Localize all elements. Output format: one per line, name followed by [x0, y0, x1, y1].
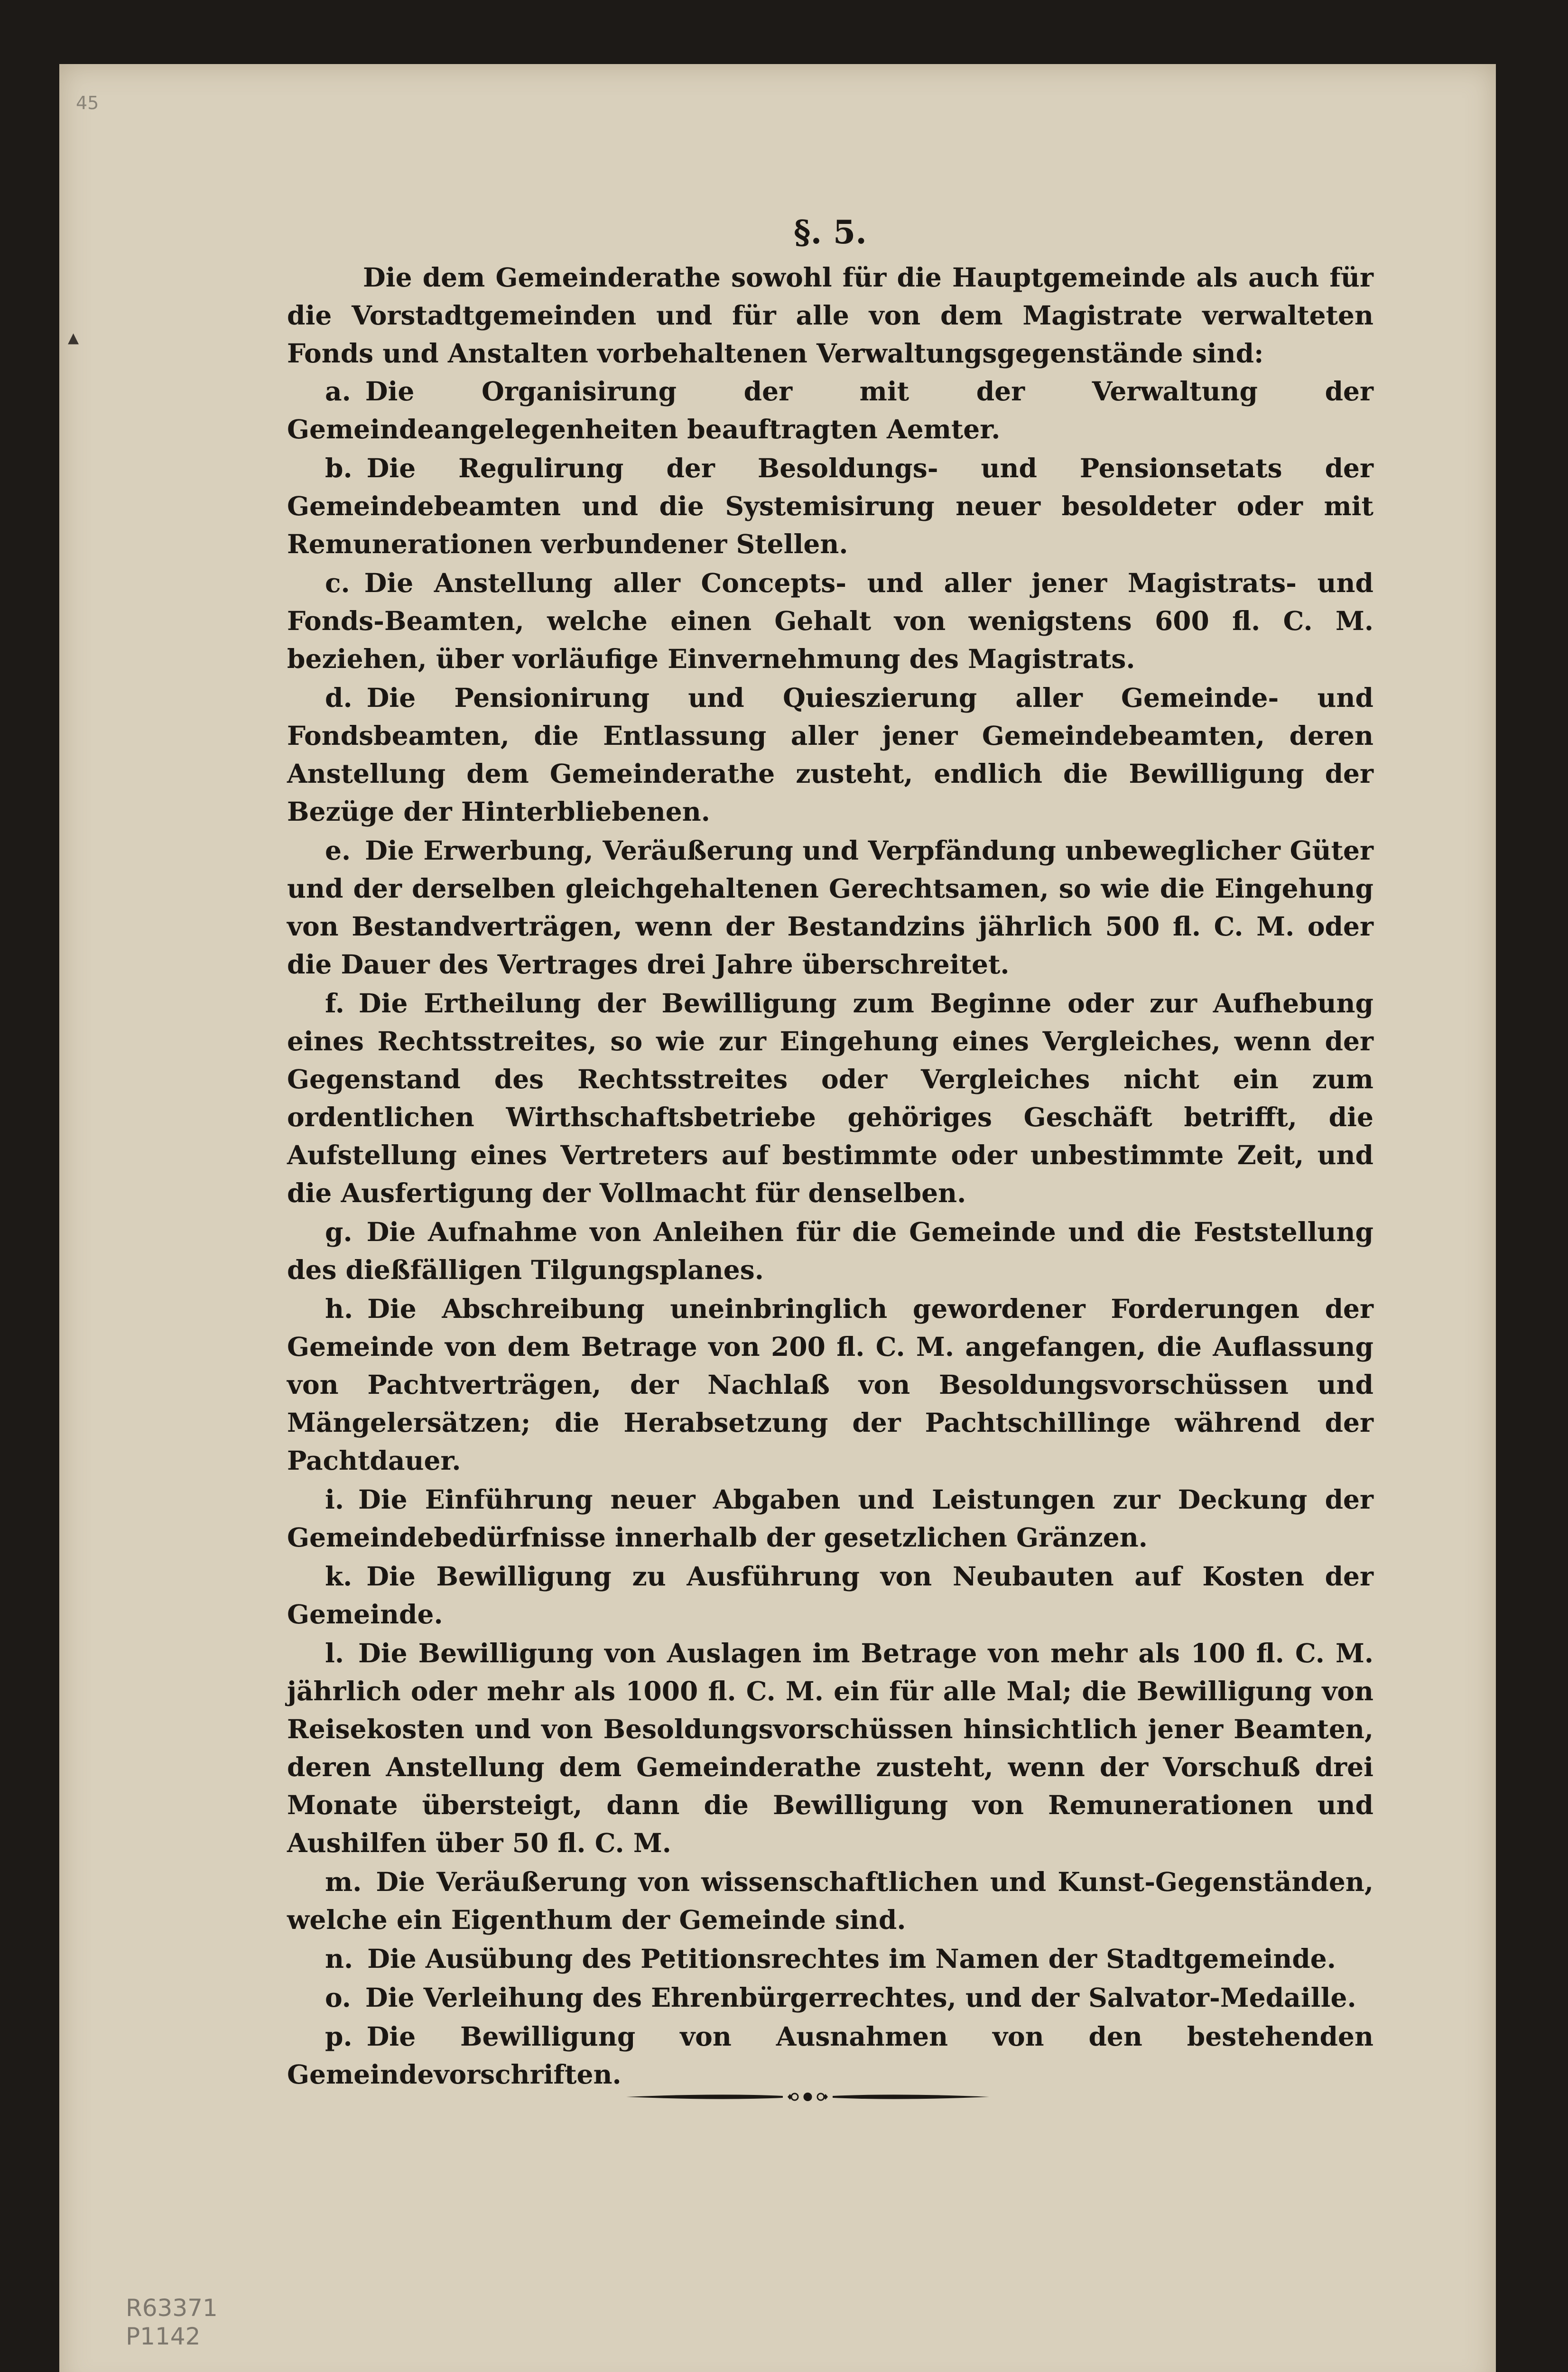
item-text: Die Organisirung der mit der Verwaltung der Gemeindeangelegenheiten beauftragten Aemter. [287, 376, 1373, 445]
item-text: Die Regulirung der Besoldungs- und Pensionsetats der Gemeindebeamten und die Systemisirung neuer besoldeter oder mit Remunerationen verbundener Stellen. [287, 453, 1373, 559]
item-letter: i. [325, 1484, 344, 1515]
archive-code: P1142 [126, 2323, 201, 2350]
item-letter: o. [325, 1982, 351, 2013]
list-item [287, 984, 1373, 1212]
item-letter: c. [325, 567, 350, 598]
item-letter: d. [325, 682, 353, 713]
list-item [287, 1557, 1373, 1633]
item-text: Die Pensionirung und Quieszierung aller Gemeinde- und Fondsbeamten, die Entlassung aller jener Gemeindebeamten, deren Anstellung dem Gemeinderathe zusteht, endlich die Bewilligung der Bezüge der Hinterbliebenen. [287, 682, 1373, 827]
section-intro: Die dem Gemeinderathe sowohl für die Hauptgemeinde als auch für die Vorstadtgemeinden und für alle von dem Magistrate verwalteten Fonds und Anstalten vorbehaltenen Verwaltungsgegenstände sind: [287, 262, 1373, 369]
item-letter: n. [325, 1943, 353, 1974]
item-letter: a. [325, 376, 351, 407]
document-body [287, 206, 1373, 2094]
list-item [287, 679, 1373, 831]
section-heading: §. 5. [794, 213, 867, 251]
pencil-archive-note [126, 2294, 218, 2351]
list-item [287, 449, 1373, 563]
item-text: Die Bewilligung zu Ausführung von Neubauten auf Kosten der Gemeinde. [287, 1561, 1373, 1630]
list-item [287, 1290, 1373, 1480]
list-item [287, 1940, 1373, 1978]
item-text: Die Verleihung des Ehrenbürgerrechtes, und der Salvator-Medaille. [365, 1982, 1356, 2013]
list-item [287, 564, 1373, 678]
pencil-page-number: 45 [76, 93, 99, 113]
list-item [287, 372, 1373, 448]
list-item [287, 1481, 1373, 1557]
item-letter: p. [325, 2021, 353, 2052]
item-text: Die Aufnahme von Anleihen für die Gemeinde und die Feststellung des dießfälligen Tilgungsplanes. [287, 1216, 1373, 1285]
item-letter: g. [325, 1216, 353, 1247]
list-item [287, 1863, 1373, 1939]
item-letter: h. [325, 1293, 353, 1324]
list-item [287, 832, 1373, 983]
item-letter: m. [325, 1866, 362, 1897]
document-page [59, 64, 1496, 2372]
list-item [287, 1634, 1373, 1862]
item-letter: l. [325, 1638, 344, 1668]
list-item [287, 1979, 1373, 2017]
item-text: Die Abschreibung uneinbringlich gewordener Forderungen der Gemeinde von dem Betrage von 200 fl. C. M. angefangen, die Auflassung von Pachtverträgen, der Nachlaß von Besoldungsvorschüssen und Mängelersätzen; die Herabsetzung der Pachtschillinge während der Pachtdauer. [287, 1293, 1373, 1476]
item-letter: f. [325, 988, 344, 1019]
margin-mark-icon: ▲ [68, 330, 79, 346]
ornament-divider-icon [626, 2083, 989, 2111]
item-text: Die Bewilligung von Ausnahmen von den bestehenden Gemeindevorschriften. [287, 2021, 1373, 2090]
item-letter: e. [325, 835, 351, 866]
item-letter: b. [325, 453, 353, 483]
archive-number: R63371 [126, 2294, 218, 2322]
item-text: Die Veräußerung von wissenschaftlichen und Kunst-Gegenständen, welche ein Eigenthum der Gemeinde sind. [287, 1866, 1373, 1935]
item-text: Die Bewilligung von Auslagen im Betrage von mehr als 100 fl. C. M. jährlich oder mehr als 1000 fl. C. M. ein für alle Mal; die Bewilligung von Reisekosten und von Besoldungsvorschüssen hinsichtlich jener Beamten, deren Anstellung dem Gemeinderathe zusteht, wenn der Vorschuß drei Monate übersteigt, dann die Bewilligung von Remunerationen und Aushilfen über 50 fl. C. M. [287, 1638, 1373, 1858]
item-letter: k. [325, 1561, 353, 1592]
item-text: Die Anstellung aller Concepts- und aller jener Magistrats- und Fonds-Beamten, welche einen Gehalt von wenigstens 600 fl. C. M. beziehen, über vorläufige Einvernehmung des Magistrats. [287, 567, 1373, 674]
item-text: Die Ertheilung der Bewilligung zum Beginne oder zur Aufhebung eines Rechtsstreites, so wie zur Eingehung eines Vergleiches, wenn der Gegenstand des Rechtsstreites oder Vergleiches nicht ein zum ordentlichen Wirthschaftsbetriebe gehöriges Geschäft betrifft, die Aufstellung eines Vertreters auf bestimmte oder unbestimmte Zeit, und die Ausfertigung der Vollmacht für denselben. [287, 988, 1373, 1208]
item-text: Die Ausübung des Petitionsrechtes im Namen der Stadtgemeinde. [367, 1943, 1336, 1974]
list-item [287, 2018, 1373, 2094]
item-text: Die Einführung neuer Abgaben und Leistungen zur Deckung der Gemeindebedürfnisse innerhalb der gesetzlichen Gränzen. [287, 1484, 1373, 1553]
list-item [287, 1213, 1373, 1289]
item-list [287, 372, 1373, 2094]
item-text: Die Erwerbung, Veräußerung und Verpfändung unbeweglicher Güter und der derselben gleichgehaltenen Gerechtsamen, so wie die Eingehung von Bestandverträgen, wenn der Bestandzins jährlich 500 fl. C. M. oder die Dauer des Vertrages drei Jahre überschreitet. [287, 835, 1373, 980]
